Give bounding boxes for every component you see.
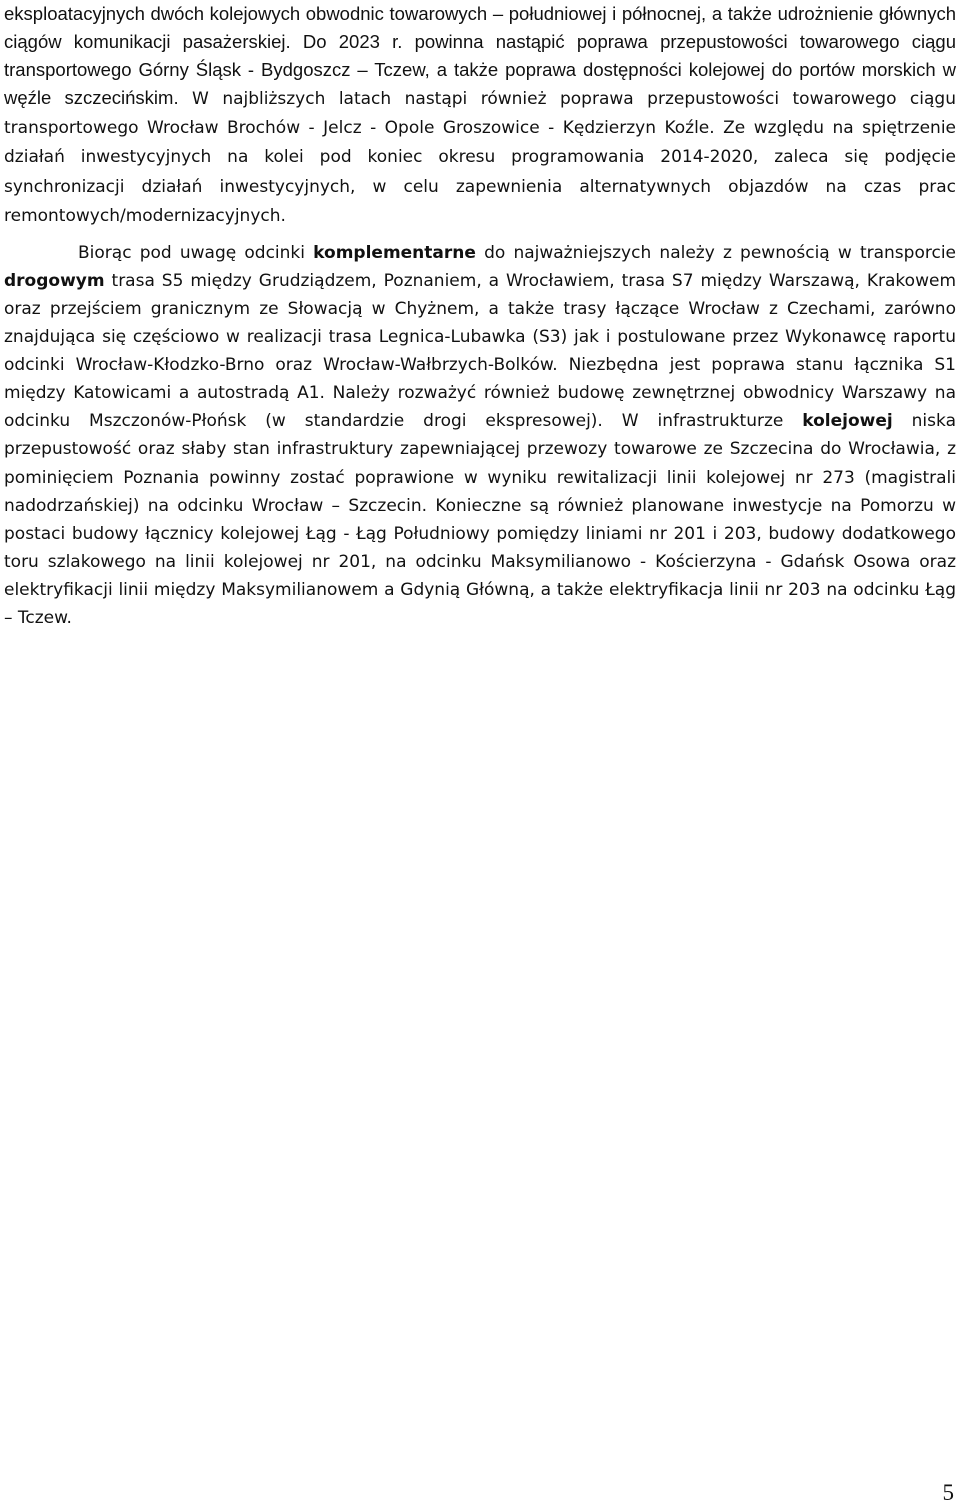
paragraph-complementary-sections	[4, 239, 956, 632]
paragraph-rail-freight-part2: W najbliższych latach nastąpi również poprawa przepustowości towarowego ciągu transportowego Wrocław Brochów - Jelcz - Opole Groszowice - Kędzierzyn Koźle. Ze względu na spiętrzenie działań inwestycyjnych na kolei pod koniec okresu programowania 2014-2020, zaleca się podjęcie synchronizacji działań inwestycyjnych, w celu zapewnienia alternatywnych objazdów na czas prac remontowych/modernizacyjnych.	[4, 89, 956, 226]
page-number: 5	[942, 1480, 954, 1505]
document-page	[4, 0, 956, 632]
bold-term-road: drogowym	[4, 270, 105, 291]
bold-term-complementary: komplementarne	[313, 242, 476, 263]
paragraph-rail-freight-part1: eksploatacyjnych dwóch kolejowych obwodnic towarowych – południowej i północnej, a także udrożnienie głównych ciągów komunikacji pasażerskiej. Do 2023 r. powinna nastąpić poprawa przepustowości towarowego ciągu transportowego Górny Śląsk - Bydgoszcz – Tczew, a także poprawa dostępności kolejowej do portów morskich w węźle szczecińskim.	[4, 3, 956, 109]
paragraph-rail-freight	[4, 0, 956, 230]
paragraph-text: niska przepustowość oraz słaby stan infrastruktury zapewniającej przewozy towarowe ze Szczecina do Wrocławia, z pominięciem Poznania powinny zostać poprawione w wyniku rewitalizacji linii kolejowej nr 273 (magistrali nadodrzańskiej) na odcinku Wrocław – Szczecin. Konieczne są również planowane inwestycje na Pomorzu w postaci budowy łącznicy kolejowej Łąg - Łąg Południowy pomiędzy liniami nr 201 i 203, budowy dodatkowego toru szlakowego na linii kolejowej nr 201, na odcinku Maksymilianowo - Kościerzyna - Gdańsk Osowa oraz elektryfikacji linii między Maksymilianowem a Gdynią Główną, a także elektryfikacja linii nr 203 na odcinku Łąg – Tczew.	[4, 411, 956, 628]
paragraph-text: do najważniejszych należy z pewnością w transporcie	[475, 242, 957, 263]
paragraph-text: trasa S5 między Grudziądzem, Poznaniem, a Wrocławiem, trasa S7 między Warszawą, Krakowem oraz przejściem granicznym ze Słowacją w Chyżnem, a także trasy łączące Wrocław z Czechami, zarówno znajdująca się częściowo w realizacji trasa Legnica-Lubawka (S3) jak i postulowane przez Wykonawcę raportu odcinki Wrocław-Kłodzko-Brno oraz Wrocław-Wałbrzych-Bolków. Niezbędna jest poprawa stanu łącznika S1 między Katowicami a autostradą A1. Należy rozważyć również budowę zewnętrznej obwodnicy Warszawy na odcinku Mszczonów-Płońsk (w standardzie drogi ekspresowej). W infrastrukturze	[4, 270, 956, 432]
bold-term-rail: kolejowej	[802, 411, 893, 432]
paragraph-text: Biorąc pod uwagę odcinki	[78, 242, 314, 263]
